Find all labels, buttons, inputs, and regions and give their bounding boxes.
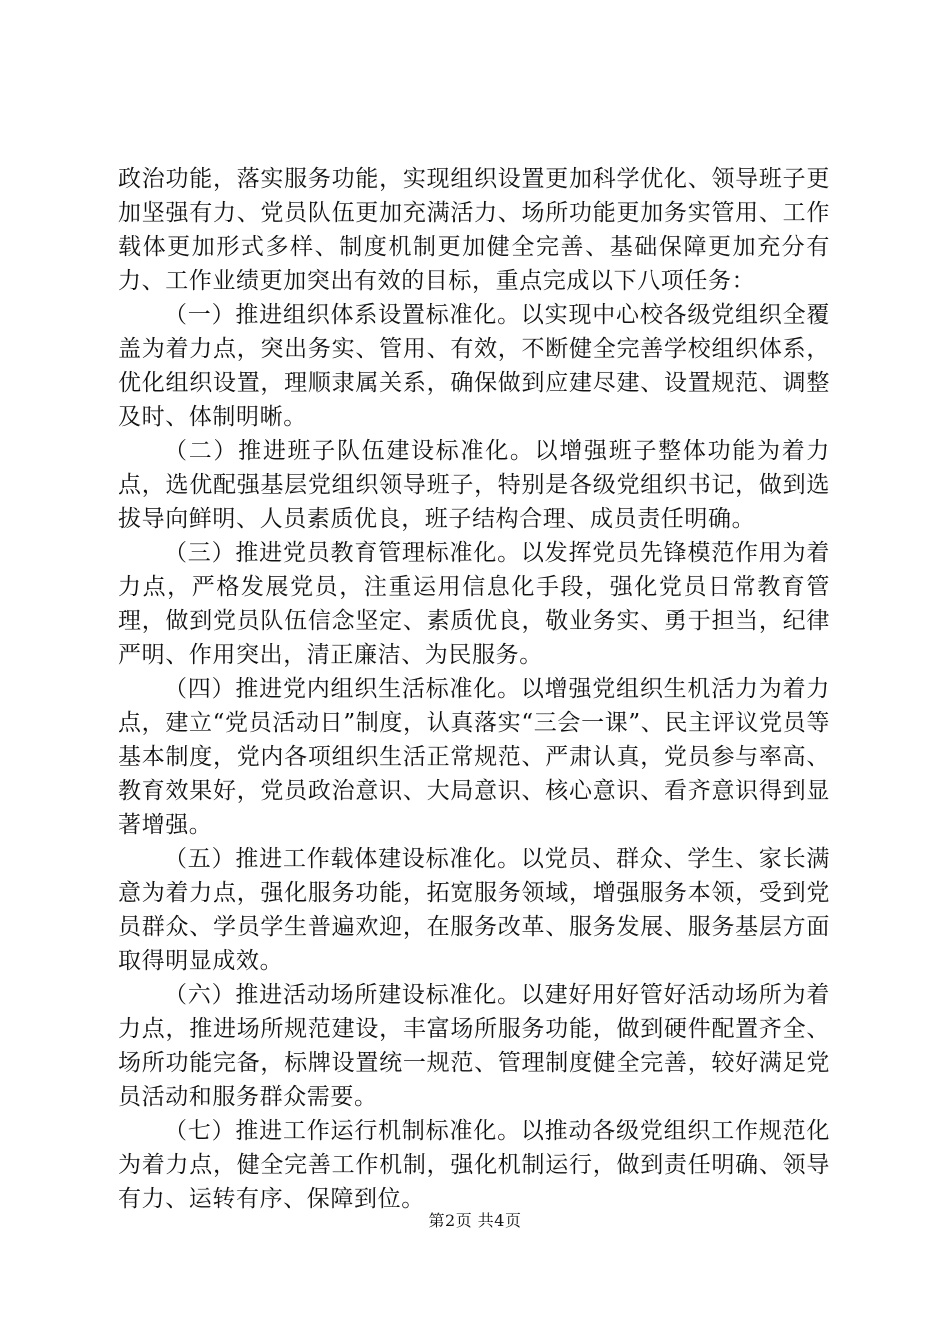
paragraph-task-6: （六）推进活动场所建设标准化。以建好用好管好活动场所为着力点，推进场所规范建设，丰富场所服务功能，做到硬件配置齐全、场所功能完备，标牌设置统一规范、管理制度健全完善，较好满足党员活动和服务群众需要。 bbox=[118, 982, 830, 1110]
paragraph-task-4: （四）推进党内组织生活标准化。以增强党组织生机活力为着力点，建立“党员活动日”制度，认真落实“三会一课”、民主评议党员等基本制度，党内各项组织生活正常规范、严肃认真，党员参与率高、教育效果好，党员政治意识、大局意识、核心意识、看齐意识得到显著增强。 bbox=[118, 676, 830, 838]
paragraph-task-2: （二）推进班子队伍建设标准化。以增强班子整体功能为着力点，选优配强基层党组织领导班子，特别是各级党组织书记，做到选拔导向鲜明、人员素质优良，班子结构合理、成员责任明确。 bbox=[118, 438, 830, 532]
paragraph-task-5: （五）推进工作载体建设标准化。以党员、群众、学生、家长满意为着力点，强化服务功能，拓宽服务领域，增强服务本领，受到党员群众、学员学生普遍欢迎，在服务改革、服务发展、服务基层方面取得明显成效。 bbox=[118, 846, 830, 974]
paragraph-intro: 政治功能，落实服务功能，实现组织设置更加科学优化、领导班子更加坚强有力、党员队伍更加充满活力、场所功能更加务实管用、工作载体更加形式多样、制度机制更加健全完善、基础保障更加充分有力、工作业绩更加突出有效的目标，重点完成以下八项任务： bbox=[118, 166, 830, 294]
paragraph-task-3: （三）推进党员教育管理标准化。以发挥党员先锋模范作用为着力点，严格发展党员，注重运用信息化手段，强化党员日常教育管理，做到党员队伍信念坚定、素质优良，敬业务实、勇于担当，纪律严明、作用突出，清正廉洁、为民服务。 bbox=[118, 540, 830, 668]
page-footer: 第2页 共4页 bbox=[428, 1211, 522, 1230]
paragraph-task-1: （一）推进组织体系设置标准化。以实现中心校各级党组织全覆盖为着力点，突出务实、管用、有效，不断健全完善学校组织体系，优化组织设置，理顺隶属关系，确保做到应建尽建、设置规范、调整及时、体制明晰。 bbox=[118, 302, 830, 430]
paragraph-task-7: （七）推进工作运行机制标准化。以推动各级党组织工作规范化为着力点，健全完善工作机制，强化机制运行，做到责任明确、领导有力、运转有序、保障到位。 bbox=[118, 1118, 830, 1212]
document-body bbox=[118, 162, 830, 1216]
